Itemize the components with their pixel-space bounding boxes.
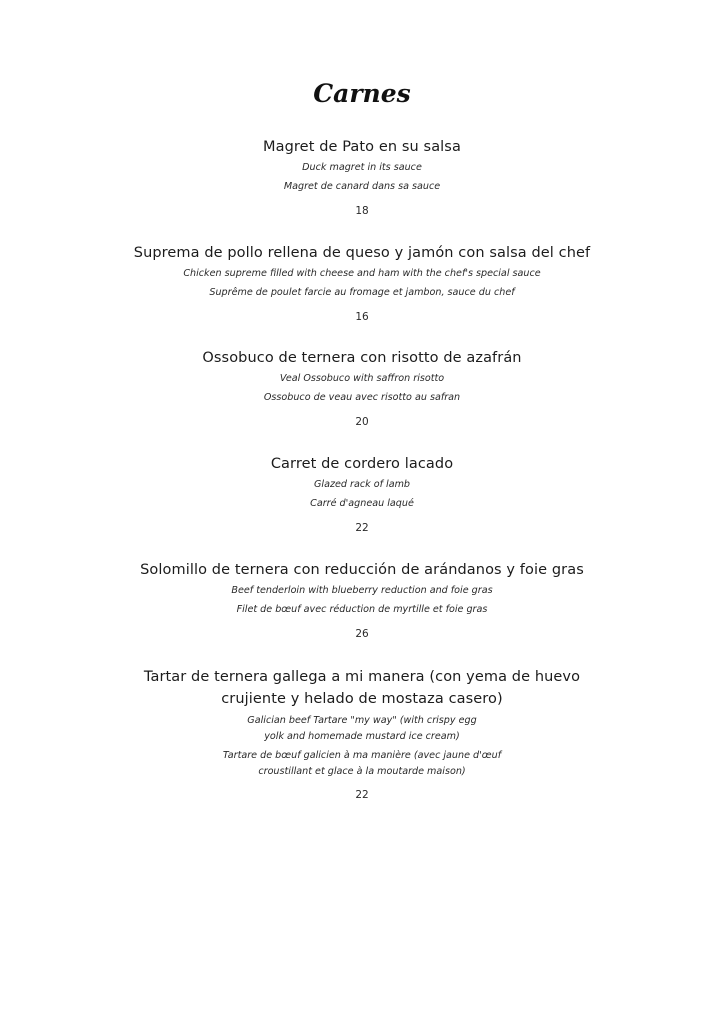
dish-english: Glazed rack of lamb <box>313 479 411 490</box>
dish-price: 22 <box>355 522 369 534</box>
dish-item <box>0 666 724 804</box>
dish-item <box>0 136 724 220</box>
dish-french-line-1: Tartare de bœuf galicien à ma manière (avec jaune d'œuf <box>222 750 502 761</box>
dish-price: 16 <box>355 311 369 323</box>
dish-french: Carré d'agneau laqué <box>310 498 414 509</box>
dish-price: 22 <box>355 789 369 801</box>
dish-name: Carret de cordero lacado <box>270 456 454 472</box>
dish-french-line-2: croustillant et glace à la moutarde maison) <box>258 766 466 777</box>
dish-item <box>0 453 724 537</box>
dish-french: Magret de canard dans sa sauce <box>283 181 441 192</box>
dish-english: Veal Ossobuco with saffron risotto <box>279 373 445 384</box>
dish-french: Ossobuco de veau avec risotto au safran <box>263 392 461 403</box>
dish-name-line-2: crujiente y helado de mostaza casero) <box>221 691 503 707</box>
dish-name: Solomillo de ternera con reducción de arándanos y foie gras <box>140 562 584 578</box>
dish-english-line-2: yolk and homemade mustard ice cream) <box>264 731 460 742</box>
dish-english: Chicken supreme filled with cheese and ham with the chef's special sauce <box>183 268 541 279</box>
dish-name: Ossobuco de ternera con risotto de azafrán <box>202 350 522 366</box>
dish-price: 18 <box>355 205 369 217</box>
dish-name: Suprema de pollo rellena de queso y jamón con salsa del chef <box>133 245 591 261</box>
dish-name: Magret de Pato en su salsa <box>263 139 461 155</box>
dish-french: Filet de bœuf avec réduction de myrtille et foie gras <box>236 604 488 615</box>
dish-french: Suprême de poulet farcie au fromage et jambon, sauce du chef <box>209 287 515 298</box>
dish-item <box>0 559 724 643</box>
dish-item <box>0 242 724 326</box>
dish-item <box>0 347 724 431</box>
dish-english: Duck magret in its sauce <box>302 162 422 173</box>
dish-english: Beef tenderloin with blueberry reduction and foie gras <box>231 585 493 596</box>
dish-price: 20 <box>355 416 369 428</box>
section-title: Carnes <box>313 79 411 108</box>
dish-name-line-1: Tartar de ternera gallega a mi manera (con yema de huevo <box>143 669 581 685</box>
dish-price: 26 <box>355 628 369 640</box>
dish-english-line-1: Galician beef Tartare "my way" (with crispy egg <box>247 715 477 726</box>
